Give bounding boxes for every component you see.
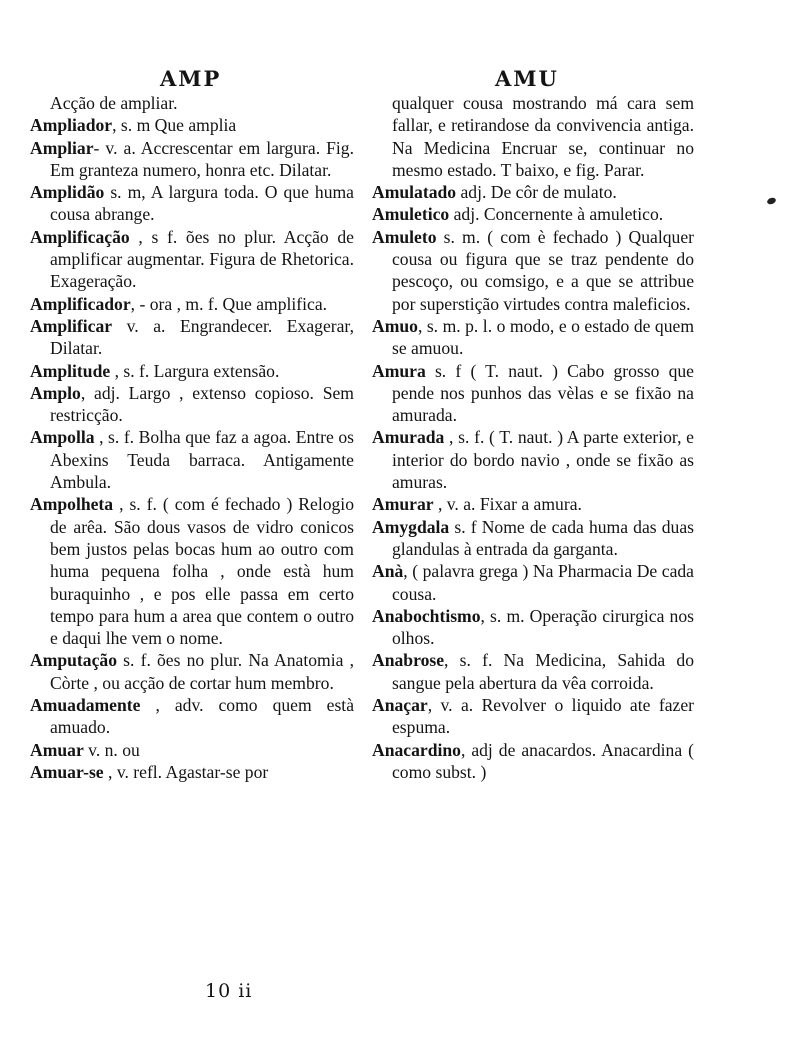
dictionary-entry <box>30 761 354 783</box>
entry-headword: Anà <box>372 561 404 582</box>
dictionary-entry <box>372 493 694 515</box>
entry-headword: Amuar <box>30 739 84 760</box>
entry-headword: Amuletico <box>372 204 450 225</box>
entry-headword: Amurada <box>372 427 445 448</box>
dictionary-entry <box>30 92 354 114</box>
entry-headword: Amplificar <box>30 315 113 336</box>
entry-headword: Amurar <box>372 494 434 515</box>
entry-definition: , adv. como quem està amuado. <box>50 695 354 738</box>
dictionary-entry <box>372 92 694 181</box>
entry-headword: Anaçar <box>372 695 428 716</box>
dictionary-entry <box>372 694 694 739</box>
entry-definition: s. f ( T. naut. ) Cabo grosso que pende nos punhos das vèlas e se fixão na amurada. <box>392 360 694 426</box>
entry-definition: s. m. ( com è fechado ) Qualquer cousa ou figura que se traz pendente do pescoço, ou comsigo, e a que se attribue por superstição virtudes contra maleficios. <box>392 226 694 314</box>
entry-headword: Amygdala <box>372 516 450 537</box>
entry-definition: qualquer cousa mostrando má cara sem fallar, e retirandose da convivencia antiga. Na Medicina Encruar se, continuar no mesmo estado. T baixo, e fig. Parar. <box>392 93 694 180</box>
dictionary-entry <box>372 203 694 225</box>
entry-headword: Amplitude <box>30 360 111 381</box>
entry-headword: Ampliador <box>30 115 113 136</box>
entry-headword: Anabochtismo <box>372 605 481 626</box>
entry-definition: s. f Nome de cada huma das duas glandulas à entrada da garganta. <box>392 516 694 559</box>
printer-signature: 10 ii <box>205 980 253 1002</box>
entry-headword: Amplificador <box>30 293 131 314</box>
entry-definition: adj. De côr de mulato. <box>456 182 617 203</box>
dictionary-entry <box>372 360 694 427</box>
entry-headword: Anabrose <box>372 650 445 671</box>
running-head-left: AMP <box>160 66 222 91</box>
entry-definition: , s. f. ( T. naut. ) A parte exterior, e interior do bordo navio , onde se fixão as amuras. <box>392 427 694 493</box>
entry-definition: s. f. ões no plur. Na Anatomia , Còrte , ou acção de cortar hum membro. <box>50 650 354 693</box>
dictionary-entry <box>30 181 354 226</box>
right-column <box>372 92 694 783</box>
dictionary-entry <box>30 426 354 493</box>
entry-headword: Amuar-se <box>30 761 104 782</box>
left-column <box>30 92 354 783</box>
dictionary-entry <box>30 739 354 761</box>
dictionary-entry <box>372 560 694 605</box>
entry-definition: , - ora , m. f. Que amplifica. <box>130 293 328 314</box>
dictionary-entry <box>372 605 694 650</box>
entry-headword: Amplo <box>30 382 81 403</box>
dictionary-entry <box>30 315 354 360</box>
entry-definition: - v. a. Accrescentar em largura. Fig. Em granteza numero, honra etc. Dilatar. <box>50 137 354 180</box>
dictionary-entry <box>372 181 694 203</box>
entry-definition: , s. m. p. l. o modo, e o estado de quem se amuou. <box>392 315 694 359</box>
dictionary-entry <box>30 493 354 649</box>
entry-definition: , adj de anacardos. Anacardina ( como subst. ) <box>392 739 694 782</box>
entry-definition: v. n. ou <box>83 739 140 760</box>
entry-definition: , s. m Que amplia <box>112 115 237 136</box>
entry-headword: Amura <box>372 360 426 381</box>
entry-definition: , ( palavra grega ) Na Pharmacia De cada cousa. <box>392 561 694 604</box>
entry-definition: , s. m. Operação cirurgica nos olhos. <box>392 605 694 649</box>
entry-headword: Anacardino <box>372 739 461 760</box>
entry-definition: , adj. Largo , extenso copioso. Sem restricção. <box>50 382 354 426</box>
dictionary-entry <box>30 649 354 694</box>
entry-definition: v. a. Engrandecer. Exagerar, Dilatar. <box>50 315 354 359</box>
dictionary-entry <box>372 516 694 561</box>
dictionary-entry <box>372 739 694 784</box>
entry-definition: , s. f. Largura extensão. <box>110 360 280 381</box>
dictionary-entry <box>30 694 354 739</box>
dictionary-entry <box>372 649 694 694</box>
dictionary-entry <box>372 426 694 493</box>
entry-definition: , v. a. Revolver o liquido ate fazer espuma. <box>392 695 694 738</box>
ink-blot-icon <box>766 197 777 206</box>
dictionary-entry <box>30 137 354 182</box>
entry-definition: , s. f. ( com é fechado ) Relogio de arêa. São dous vasos de vidro conicos bem justos pelas bocas hum ao outro com huma pequena folha , onde està hum buraquinho , e pos elle passa em certo tempo para hum a area que contem o outro e daqui lhe vem o nome. <box>50 494 354 649</box>
entry-headword: Ampliar <box>30 137 94 158</box>
entry-definition: , v. refl. Agastar-se por <box>103 761 269 782</box>
entry-definition: adj. Concernente à amuletico. <box>449 204 664 225</box>
entry-headword: Amuleto <box>372 226 437 247</box>
dictionary-entry <box>372 315 694 360</box>
entry-definition: , s. f. Bolha que faz a agoa. Entre os Abexins Teuda barraca. Antigamente Ambula. <box>50 427 354 493</box>
entry-headword: Ampolla <box>30 427 95 448</box>
entry-definition: s. m, A largura toda. O que huma cousa abrange. <box>50 182 354 225</box>
entry-headword: Amplificação <box>30 226 130 247</box>
entry-headword: Amuadamente <box>30 695 141 716</box>
dictionary-entry <box>30 293 354 315</box>
dictionary-entry <box>30 382 354 427</box>
entry-definition: , s. f. Na Medicina, Sahida do sangue pela abertura da vêa corroida. <box>392 650 694 693</box>
entry-headword: Amuo <box>372 315 418 336</box>
entry-headword: Amulatado <box>372 182 457 203</box>
dictionary-entry <box>30 114 354 136</box>
entry-definition: Acção de ampliar. <box>50 93 178 113</box>
entry-headword: Ampolheta <box>30 494 114 515</box>
entry-headword: Amplidão <box>30 182 105 203</box>
entry-headword: Amputação <box>30 650 117 671</box>
entry-definition: , s f. ões no plur. Acção de amplificar augmentar. Figura de Rhetorica. Exageração. <box>50 226 354 292</box>
running-head-right: AMU <box>495 66 559 91</box>
dictionary-entry <box>30 360 354 382</box>
dictionary-entry <box>30 226 354 293</box>
entry-definition: , v. a. Fixar a amura. <box>433 494 582 515</box>
dictionary-entry <box>372 226 694 315</box>
